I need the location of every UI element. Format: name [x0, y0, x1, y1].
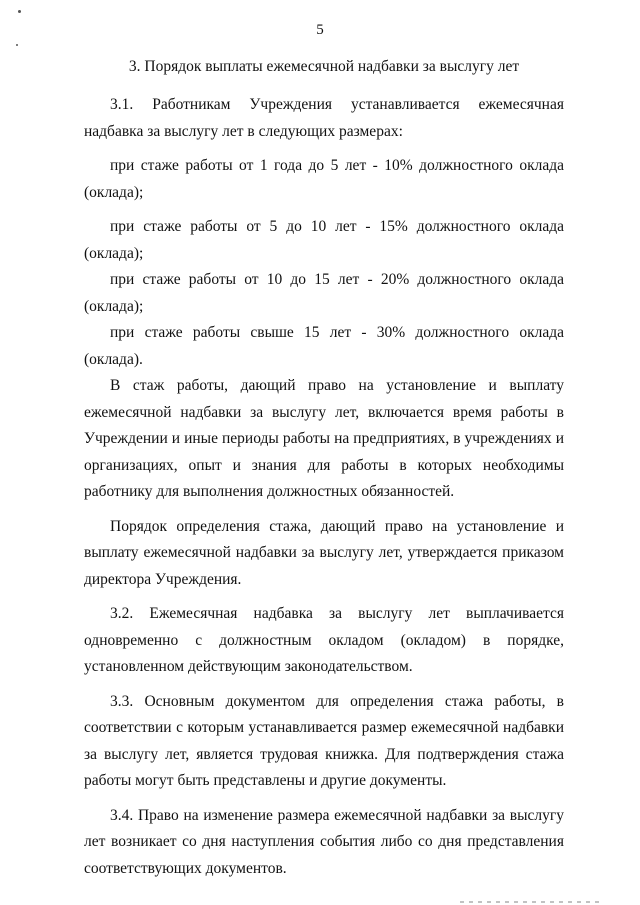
list-item-tier-2: при стаже работы от 5 до 10 лет - 15% должностного оклада (оклада); — [84, 218, 564, 262]
scan-artifact — [460, 901, 600, 903]
list-item-tier-4: при стаже работы свыше 15 лет - 30% должностного оклада (оклада). — [84, 324, 564, 368]
page-number: 5 — [316, 22, 324, 38]
paragraph-3-2: 3.2. Ежемесячная надбавка за выслугу лет выплачивается одновременно с должностным окладом (окладом) в порядке, установленном действующим законодательством. — [84, 605, 564, 675]
paragraph-seniority-inclusion: В стаж работы, дающий право на установление и выплату ежемесячной надбавки за выслугу лет, включается время работы в Учреждении и иные периоды работы на предприятиях, в учреждениях и организациях, опыт и знания для работы в которых необходимы работнику для выполнения должностных обязанностей. — [84, 377, 564, 500]
paragraph-3-1: 3.1. Работникам Учреждения устанавливается ежемесячная надбавка за выслугу лет в следующих размерах: — [84, 96, 564, 140]
paragraph-3-3: 3.3. Основным документом для определения стажа работы, в соответствии с которым устанавливается размер ежемесячной надбавки за выслугу лет, является трудовая книжка. Для подтверждения стажа работы могут быть представлены и другие документы. — [84, 692, 564, 789]
scan-speck — [18, 10, 21, 13]
scan-speck — [16, 44, 18, 46]
list-item-tier-3: при стаже работы от 10 до 15 лет - 20% должностного оклада (оклада); — [84, 271, 564, 315]
paragraph-seniority-procedure: Порядок определения стажа, дающий право на установление и выплату ежемесячной надбавки за выслугу лет, утверждается приказом директора Учреждения. — [84, 517, 564, 588]
body-text — [84, 92, 564, 882]
list-item-tier-1: при стаже работы от 1 года до 5 лет - 10% должностного оклада (оклада); — [84, 157, 564, 201]
paragraph-3-4: 3.4. Право на изменение размера ежемесячной надбавки за выслугу лет возникает со дня наступления события либо со дня представления соответствующих документов. — [84, 806, 564, 877]
section-heading: 3. Порядок выплаты ежемесячной надбавки за выслугу лет — [128, 58, 520, 75]
